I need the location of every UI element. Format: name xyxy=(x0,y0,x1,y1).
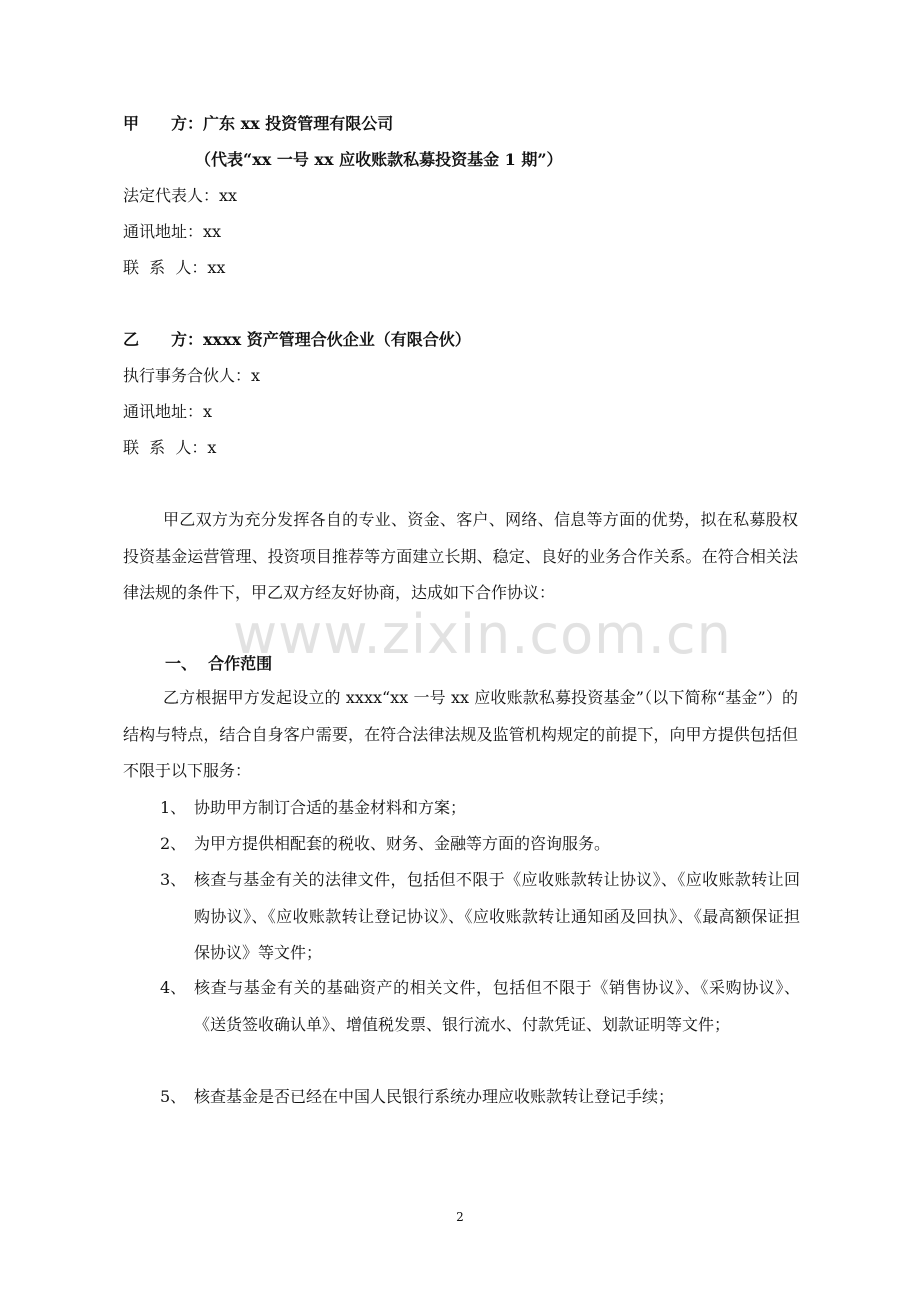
list-item xyxy=(160,862,800,972)
list-item-number: 3、 xyxy=(160,870,187,889)
list-item-number: 5、 xyxy=(160,1087,187,1106)
list-item-number: 4、 xyxy=(160,978,187,997)
party-b-label: 乙 方： xyxy=(123,330,204,349)
page-number: 2 xyxy=(456,1210,464,1224)
party-b-name: xxxx 资产管理合伙企业（有限合伙） xyxy=(203,330,471,349)
party-b-line xyxy=(123,330,471,350)
list-item-text: 协助甲方制订合适的基金材料和方案； xyxy=(194,798,467,817)
party-a-legal-rep: 法定代表人：xx xyxy=(123,186,238,205)
party-b-contact: 联 系 人：x xyxy=(123,438,217,457)
party-a-address: 通讯地址：xx xyxy=(123,222,222,241)
intro-paragraph: 甲乙双方为充分发挥各自的专业、资金、客户、网络、信息等方面的优势，拟在私募股权投资基金运营管理、投资项目推荐等方面建立长期、稳定、良好的业务合作关系。在符合相关法律法规的条件下，甲乙双方经友好协商，达成如下合作协议： xyxy=(123,510,798,602)
list-item xyxy=(160,970,800,1043)
party-a-label: 甲 方： xyxy=(123,114,204,133)
party-a-name: 广东 xx 投资管理有限公司 xyxy=(203,114,394,133)
party-b-exec-partner: 执行事务合伙人：x xyxy=(123,366,261,385)
list-item-text: 为甲方提供相配套的税收、财务、金融等方面的咨询服务。 xyxy=(194,834,611,853)
watermark: www.zixin.com.cn xyxy=(233,603,732,666)
list-item-number: 2、 xyxy=(160,834,187,853)
party-a-representing: （代表“xx 一号 xx 应收账款私募投资基金 1 期”） xyxy=(195,150,563,169)
list-item-text: 核查基金是否已经在中国人民银行系统办理应收账款转让登记手续； xyxy=(194,1087,675,1106)
section-1-title: 一、 合作范围 xyxy=(165,654,273,673)
list-item xyxy=(160,1079,800,1116)
list-item-number: 1、 xyxy=(160,798,187,817)
party-a-line xyxy=(123,114,393,134)
section-1-lead: 乙方根据甲方发起设立的 xxxx“xx 一号 xx 应收账款私募投资基金”（以下简称“基金”）的结构与特点，结合自身客户需要，在符合法律法规及监管机构规定的前提下，向甲方提供包括但不限于以下服务： xyxy=(123,688,798,780)
party-a-contact: 联 系 人：xx xyxy=(123,258,226,277)
party-b-address: 通讯地址：x xyxy=(123,402,213,421)
list-item-text: 核查与基金有关的基础资产的相关文件，包括但不限于《销售协议》、《采购协议》、《送货签收确认单》、增值税发票、银行流水、付款凭证、划款证明等文件； xyxy=(194,978,800,1034)
list-item xyxy=(160,790,800,827)
list-item-text: 核查与基金有关的法律文件，包括但不限于《应收账款转让协议》、《应收账款转让回购协议》、《应收账款转让登记协议》、《应收账款转让通知函及回执》、《最高额保证担保协议》等文件； xyxy=(194,870,800,962)
list-item xyxy=(160,826,800,863)
